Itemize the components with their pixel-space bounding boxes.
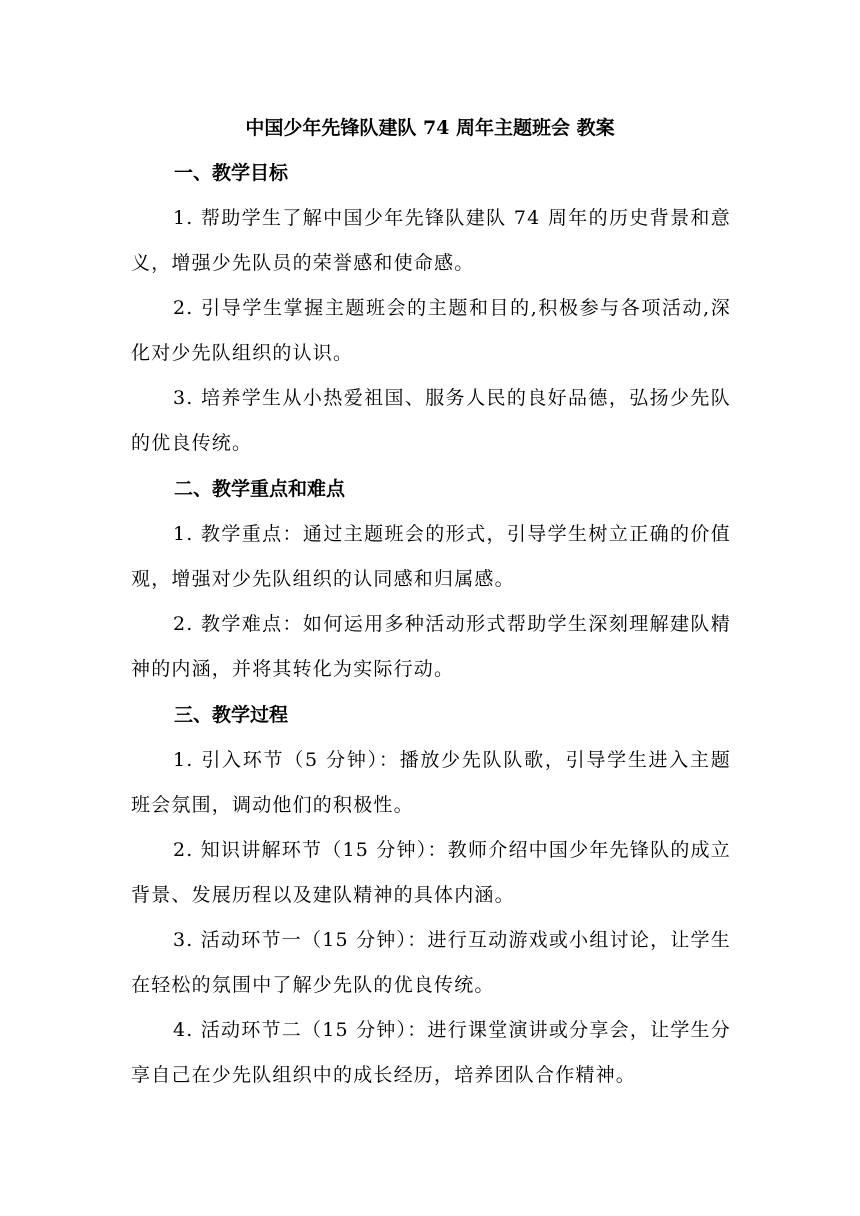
section-heading-objectives: 一、教学目标	[174, 162, 289, 184]
objective-item-2: 2. 引导学生掌握主题班会的主题和目的,积极参与各项活动,深化对少先队组织的认识。	[131, 297, 731, 364]
objective-item-3: 3. 培养学生从小热爱祖国、服务人民的良好品德，弘扬少先队的优良传统。	[131, 387, 731, 454]
key-point-item-1: 1. 教学重点：通过主题班会的形式，引导学生树立正确的价值观，增强对少先队组织的认同感和归属感。	[131, 523, 731, 590]
process-item-4: 4. 活动环节二（15 分钟）：进行课堂演讲或分享会，让学生分享自己在少先队组织中的成长经历，培养团队合作精神。	[131, 1019, 731, 1086]
document-title: 中国少年先锋队建队 74 周年主题班会 教案	[245, 117, 615, 139]
key-point-item-2: 2. 教学难点：如何运用多种活动形式帮助学生深刻理解建队精神的内涵，并将其转化为实际行动。	[131, 613, 731, 680]
section-heading-process: 三、教学过程	[174, 704, 289, 726]
objective-item-1: 1. 帮助学生了解中国少年先锋队建队 74 周年的历史背景和意义，增强少先队员的荣誉感和使命感。	[131, 207, 731, 274]
process-item-2: 2. 知识讲解环节（15 分钟）：教师介绍中国少年先锋队的成立背景、发展历程以及建队精神的具体内涵。	[131, 839, 731, 906]
process-item-1: 1. 引入环节（5 分钟）：播放少先队队歌，引导学生进入主题班会氛围，调动他们的积极性。	[131, 749, 731, 816]
process-item-3: 3. 活动环节一（15 分钟）：进行互动游戏或小组讨论，让学生在轻松的氛围中了解少先队的优良传统。	[131, 929, 731, 996]
section-heading-key-points: 二、教学重点和难点	[174, 478, 346, 500]
